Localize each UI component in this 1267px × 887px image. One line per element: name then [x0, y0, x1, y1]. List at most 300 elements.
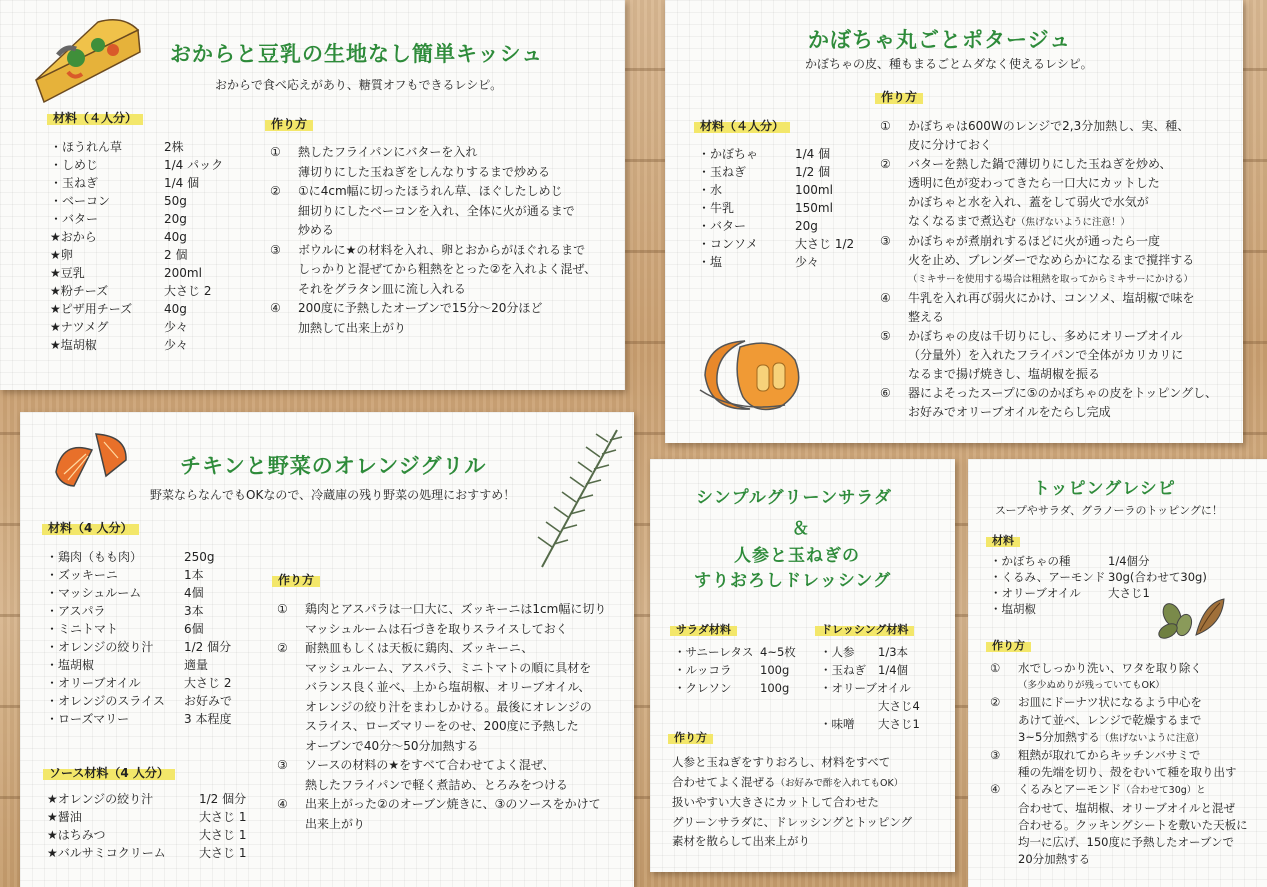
step-line-text: 器によそったスープに⑤のかぼちゃの皮をトッピングし、: [908, 386, 1217, 400]
step-line-text: 粗熱が取れてからキッチンバサミで: [1018, 748, 1201, 763]
step-number: ②: [880, 157, 891, 171]
step-line: [305, 659, 627, 679]
salad-title-line3: 人参と玉ねぎの: [734, 546, 860, 566]
step-note: （多少ぬめりが残っていてもOK）: [1018, 680, 1165, 692]
ingredient-amount: 20g: [164, 212, 187, 226]
chicken-method-label: 作り方: [272, 571, 320, 588]
step-note: （焦げないように注意）: [1099, 732, 1205, 744]
step-line: [1018, 694, 1265, 711]
ingredient-name: ・玉ねぎ: [820, 663, 866, 677]
step-line-text: 細切りにしたベーコンを入れ、全体に火が通るまで: [298, 203, 575, 218]
ingredient-row: [46, 602, 232, 620]
ingredient-name: ★粉チーズ: [50, 284, 109, 298]
step-line: [908, 403, 1240, 422]
step-line: [298, 260, 620, 280]
step-number: ③: [880, 234, 891, 248]
step-line: [1018, 800, 1265, 817]
step-line: [908, 308, 1240, 327]
ingredient-row: [698, 163, 854, 181]
step-line: [298, 202, 620, 222]
step-line: [298, 299, 620, 319]
step-line-text: オレンジの絞り汁をまわしかける。最後にオレンジの: [305, 699, 592, 714]
ingredient-row: [47, 844, 246, 862]
step: [990, 747, 1265, 781]
rosemary-icon: [532, 422, 627, 572]
quiche-steps: [270, 143, 620, 338]
ingredient-name: ・くるみ、アーモンド: [990, 570, 1106, 584]
step-number: ②: [990, 695, 1001, 710]
step-line: [908, 136, 1240, 155]
step-line: [908, 155, 1240, 174]
ingredient-amount: 250g: [184, 550, 215, 564]
step-line-text: オーブンで40分～50分加熱する: [305, 738, 479, 753]
step-text: [1018, 660, 1265, 694]
step-line-text: かぼちゃは600Wのレンジで2,3分加熱し、実、種、: [908, 119, 1190, 133]
ingredient-row: [46, 692, 232, 710]
step-line-text: ボウルに★の材料を入れ、卵とおからがほぐれるまで: [298, 242, 586, 257]
ingredient-name: ・サニーレタス: [674, 645, 754, 659]
ingredient-name: ・ほうれん草: [50, 140, 123, 154]
ingredient-amount: 2 個: [164, 248, 188, 262]
ingredient-amount: 40g: [164, 302, 187, 316]
ingredient-name: ★オレンジの絞り汁: [47, 792, 154, 806]
ingredient-name: ・バター: [698, 219, 747, 233]
step-number: ④: [880, 291, 891, 305]
ingredient-name: ・かぼちゃの種: [990, 554, 1071, 568]
step-line: [908, 232, 1240, 251]
step-text: [305, 600, 627, 639]
topping-ingredients-label: 材料: [986, 532, 1020, 548]
step-line-text: 種の先端を切り、殻をむいて種を取り出す: [1018, 765, 1237, 780]
step-line-text: それをグラタン皿に流し入れる: [298, 281, 466, 296]
step-number: ⑤: [880, 329, 891, 343]
step-line: [305, 678, 627, 698]
ingredient-name: ・鶏肉（もも肉）: [46, 550, 143, 564]
step-text: [908, 155, 1240, 232]
ingredient-amount: 少々: [164, 320, 189, 334]
step-line: [908, 346, 1240, 365]
step-line: [908, 212, 1240, 232]
salad-card: [650, 459, 955, 872]
ingredient-row: [46, 548, 232, 566]
ingredient-name: ・牛乳: [698, 201, 735, 215]
step-line: [908, 289, 1240, 308]
quiche-title: おからと豆乳の生地なし簡単キッシュ: [170, 42, 544, 66]
step-line-text: 皮に分けておく: [908, 138, 993, 152]
ingredient-amount: 大さじ 2: [184, 676, 232, 690]
ingredient-amount: 1本: [184, 568, 204, 582]
step-line-text: しっかりと混ぜてから粗熱をとった②を入れよく混ぜ、: [298, 262, 597, 276]
step-line-text: ①に4cm幅に切ったほうれん草、ほぐしたしめじ: [298, 184, 563, 198]
salad-method-line: 合わせてよく混ぜる（お好みで酢を入れてもOK）: [672, 774, 904, 789]
ingredient-row: [990, 569, 1207, 585]
step-line: [908, 365, 1240, 384]
pumpkin-slice-icon: [695, 335, 810, 415]
ingredient-name: ・オリーブオイル: [46, 676, 141, 690]
salad-title-line2: ＆: [792, 519, 810, 539]
quiche-ingredient-list: [50, 138, 223, 354]
step: [277, 639, 627, 756]
ingredient-row: [698, 235, 854, 253]
step-line-text: 200度に予熱したオーブンで15分～20分ほど: [298, 301, 543, 315]
step-line: [298, 221, 620, 241]
step-line: [1018, 660, 1265, 677]
ingredient-row: [820, 643, 920, 661]
ingredient-row: [698, 217, 854, 235]
chicken-sauce-label: ソース材料（4 人分）: [43, 764, 175, 781]
step-line-text: かぼちゃが煮崩れするほどに火が通ったら一度: [908, 234, 1161, 248]
step-line-text: 熱したフライパンで軽く煮詰め、とろみをつける: [305, 777, 568, 792]
step: [880, 289, 1240, 327]
ingredient-name: ・玉ねぎ: [50, 176, 99, 190]
ingredient-name: ・クレソン: [674, 681, 732, 695]
step: [990, 781, 1265, 868]
quiche-ingredients-label: 材料（４人分）: [47, 109, 143, 126]
step-line: [1018, 834, 1265, 851]
ingredient-amount: 大さじ 1: [199, 846, 247, 860]
ingredient-row: [50, 192, 223, 210]
ingredient-amount: 50g: [164, 194, 187, 208]
ingredient-row: [674, 661, 796, 679]
ingredient-name: ・人参: [820, 645, 855, 659]
ingredient-row: [50, 246, 223, 264]
step: [880, 232, 1240, 289]
ingredient-name: ・ベーコン: [50, 194, 111, 208]
topping-subtitle: スープやサラダ、グラノーラのトッピングに！: [995, 504, 1223, 517]
step-line-text: 出来上がった②のオーブン焼きに、③のソースをかけて: [305, 797, 601, 811]
step-text: [305, 756, 627, 795]
step-line: [1018, 712, 1265, 729]
step-text: [298, 241, 620, 300]
step-text: [305, 795, 627, 834]
ingredient-name: ・しめじ: [50, 158, 99, 172]
chicken-ingredient-list: [46, 548, 232, 728]
step-text: [298, 299, 620, 338]
step-text: [1018, 781, 1265, 868]
potage-method-label: 作り方: [875, 88, 923, 105]
potage-subtitle: かぼちゃの皮、種もまるごとムダなく使えるレシピ。: [805, 57, 1093, 71]
step-line-text: 熱したフライパンにバターを入れ: [298, 145, 478, 159]
ingredient-amount: 1/2 個分: [199, 792, 247, 806]
step-line: [305, 815, 627, 835]
ingredient-amount: 200ml: [164, 266, 202, 280]
ingredient-row: [50, 336, 223, 354]
dressing-ingredient-list: [820, 643, 920, 733]
step-line-text: お好みでオリーブオイルをたらし完成: [908, 405, 1111, 419]
step-line-text: 合わせる。クッキングシートを敷いた天板に: [1018, 817, 1248, 832]
ingredient-name: ・マッシュルーム: [46, 586, 142, 600]
ingredient-row: [47, 826, 246, 844]
ingredient-name: ★ナツメグ: [50, 320, 109, 334]
dressing-ingredients-label: ドレッシング材料: [815, 621, 914, 637]
step-line-text: 出来上がり: [305, 816, 366, 831]
step-text: [908, 289, 1240, 327]
ingredient-amount: 1/4 個: [795, 147, 831, 161]
ingredient-name: ★ピザ用チーズ: [50, 302, 133, 316]
potage-title: かぼちゃ丸ごとポタージュ: [808, 28, 1072, 52]
ingredient-name: ・塩: [698, 255, 723, 269]
salad-method-line: グリーンサラダに、ドレッシングとトッピング: [672, 814, 913, 829]
step-line: [1018, 764, 1265, 781]
step-text: [298, 143, 620, 182]
ingredient-name: ・ミニトマト: [46, 622, 119, 636]
step-line: [305, 620, 627, 640]
chicken-subtitle: 野菜ならなんでもOKなので、冷蔵庫の残り野菜の処理におすすめ！: [150, 488, 516, 502]
step-line-text: バターを熱した鍋で薄切りにした玉ねぎを炒め、: [908, 157, 1172, 171]
step-line-text: 20分加熱する: [1018, 852, 1091, 867]
ingredient-amount: 大さじ1: [1108, 586, 1150, 600]
step: [270, 241, 620, 300]
ingredient-row: [50, 138, 223, 156]
ingredient-amount: 大さじ 2: [164, 284, 212, 298]
ingredient-name: ・オレンジのスライス: [46, 694, 165, 708]
ingredient-amount: お好みで: [184, 694, 233, 708]
step-note: （ミキサーを使用する場合は粗熱を取ってからミキサーにかける）: [908, 274, 1194, 285]
ingredient-amount: 30g(合わせて30g): [1108, 570, 1207, 584]
ingredient-row: [820, 715, 920, 733]
ingredient-name: ★おから: [50, 230, 97, 244]
step-line-text: バランス良く並べ、上から塩胡椒、オリーブオイル、: [305, 680, 591, 694]
step-line-text: 耐熱皿もしくは天板に鶏肉、ズッキーニ、: [305, 641, 534, 655]
ingredient-name: ★豆乳: [50, 266, 85, 280]
ingredient-row: [46, 674, 232, 692]
ingredient-name: ・アスパラ: [46, 604, 106, 618]
ingredient-row: [820, 661, 920, 679]
step-text: [908, 384, 1240, 422]
ingredient-name: ・ローズマリー: [46, 712, 130, 726]
step-text: [1018, 747, 1265, 781]
ingredient-row: [50, 174, 223, 192]
step-number: ③: [270, 242, 281, 257]
topping-method-label: 作り方: [986, 637, 1031, 653]
ingredient-name: ★卵: [50, 248, 73, 262]
quiche-method-label: 作り方: [265, 115, 313, 132]
salad-method-note: （お好みで酢を入れてもOK）: [775, 777, 904, 789]
step: [270, 143, 620, 182]
step: [990, 660, 1265, 694]
ingredient-amount: 適量: [184, 658, 209, 672]
step-line: [908, 193, 1240, 212]
step-line-text: マッシュルーム、アスパラ、ミニトマトの順に具材を: [305, 660, 592, 675]
step-text: [908, 232, 1240, 289]
potage-ingredients-label: 材料（４人分）: [694, 117, 790, 134]
step-line: [305, 600, 627, 620]
ingredient-amount: 1/4個分: [1108, 554, 1150, 568]
step-line: [298, 319, 620, 339]
ingredient-amount: 3 本程度: [184, 712, 232, 726]
step-line: [908, 327, 1240, 346]
salad-method: [672, 753, 912, 852]
step-line: [1018, 729, 1265, 747]
ingredient-amount: 100g: [760, 663, 790, 677]
step-line-text: 炒める: [298, 223, 335, 237]
seeds-nuts-icon: [1156, 595, 1228, 645]
ingredient-amount: 150ml: [795, 201, 833, 215]
step: [270, 182, 620, 241]
step-line-text: 加熱して出来上がり: [298, 320, 407, 335]
topping-title: トッピングレシピ: [1033, 479, 1176, 499]
step-text: [305, 639, 627, 756]
step-number: ①: [277, 602, 288, 616]
step-line: [908, 174, 1240, 193]
ingredient-name: ・コンソメ: [698, 237, 758, 251]
ingredient-amount: 1/3本: [878, 645, 909, 659]
step-line-text: 透明に色が変わってきたら一口大にカットした: [908, 176, 1160, 190]
potage-ingredient-list: [698, 145, 854, 271]
salad-title-line4: すりおろしドレッシング: [694, 571, 892, 591]
step-line: [908, 251, 1240, 270]
ingredient-amount: 大さじ 1/2: [795, 237, 855, 251]
ingredient-name: ・かぼちゃ: [698, 147, 759, 161]
ingredient-row: [50, 228, 223, 246]
ingredient-row: [46, 566, 232, 584]
step-line-text: ソースの材料の★をすべて合わせてよく混ぜ、: [305, 758, 555, 772]
ingredient-row: [698, 253, 854, 271]
step-line-text: 薄切りにした玉ねぎをしんなりするまで炒める: [298, 164, 551, 179]
step-line: [1018, 747, 1265, 764]
step: [990, 694, 1265, 747]
step-line: [305, 698, 627, 718]
ingredient-amount: 1/4個: [878, 663, 909, 677]
ingredient-row: [47, 808, 246, 826]
ingredient-row: [50, 156, 223, 174]
step-number: ①: [990, 661, 1001, 675]
ingredient-name: ★はちみつ: [47, 828, 106, 842]
ingredient-amount: 大さじ 1: [199, 810, 247, 824]
ingredient-row: [46, 620, 232, 638]
step-number: ③: [277, 758, 288, 772]
salad-method-line: 素材を散らして出来上がり: [672, 834, 810, 848]
step: [277, 795, 627, 834]
step-note: （合わせて30g）と: [1121, 785, 1206, 797]
step-line: [908, 384, 1240, 403]
ingredient-row: [698, 181, 854, 199]
step-line: [305, 737, 627, 757]
step-line-text: なるまで揚げ焼きし、塩胡椒を振る: [908, 367, 1101, 381]
potage-steps: [880, 117, 1240, 422]
step-line-text: 均一に広げ、150度に予熱したオーブンで: [1018, 835, 1234, 850]
ingredient-amount: 大さじ1: [878, 717, 920, 731]
ingredient-amount: 大さじ 1: [199, 828, 247, 842]
ingredient-amount: 1/2 個分: [184, 640, 232, 654]
ingredient-name: ・オレンジの絞り汁: [46, 640, 154, 654]
ingredient-row: [50, 210, 223, 228]
chicken-steps: [277, 600, 627, 834]
step-text: [298, 182, 620, 241]
step-number: ④: [270, 301, 281, 315]
step-number: ③: [990, 748, 1001, 763]
topping-card: [968, 459, 1267, 887]
ingredient-amount: 少々: [164, 338, 189, 352]
chicken-ingredients-label: 材料（4 人分）: [42, 519, 139, 536]
step-line-text: 整える: [908, 310, 945, 324]
step: [277, 756, 627, 795]
ingredient-name: ★醤油: [47, 810, 82, 824]
step: [270, 299, 620, 338]
ingredient-amount: 100ml: [795, 183, 833, 197]
step-number: ①: [270, 145, 281, 159]
step-line: [305, 776, 627, 796]
ingredient-amount: 4~5枚: [760, 645, 796, 659]
ingredient-row: [50, 300, 223, 318]
step-line-text: お皿にドーナツ状になるよう中心を: [1018, 695, 1202, 710]
step-line-text: なくなるまで煮込む: [908, 214, 1017, 228]
salad-ingredient-list: [674, 643, 796, 697]
ingredient-row: [698, 145, 854, 163]
ingredient-name: ・バター: [50, 212, 99, 226]
step-line-text: くるみとアーモンド: [1018, 782, 1122, 797]
ingredient-row: [990, 553, 1207, 569]
step-line: [305, 717, 627, 737]
ingredient-amount: 4個: [184, 586, 204, 600]
step-number: ②: [277, 641, 288, 655]
ingredient-row: [50, 264, 223, 282]
ingredient-name: ・玉ねぎ: [698, 165, 747, 179]
step-line: [1018, 851, 1265, 868]
ingredient-amount: 大さじ4: [878, 699, 920, 713]
salad-method-line: 人参と玉ねぎをすりおろし、材料をすべて: [672, 755, 891, 769]
chicken-card: [20, 412, 634, 887]
step-line: [305, 795, 627, 815]
ingredient-row: [820, 697, 920, 715]
ingredient-amount: 100g: [760, 681, 790, 695]
ingredient-amount: 2株: [164, 140, 184, 154]
step-line-text: 水でしっかり洗い、ワタを取り除く: [1018, 661, 1202, 675]
ingredient-row: [47, 790, 246, 808]
step-text: [908, 327, 1240, 384]
ingredient-amount: 1/4 個: [164, 176, 200, 190]
ingredient-name: ★塩胡椒: [50, 338, 97, 352]
ingredient-name: ・味噌: [820, 717, 855, 731]
step-line-text: あけて並べ、レンジで乾燥するまで: [1018, 712, 1202, 727]
step-line: [1018, 817, 1265, 834]
ingredient-name: ・オリーブオイル: [990, 586, 1081, 600]
ingredient-amount: 20g: [795, 219, 818, 233]
ingredient-amount: 1/2 個: [795, 165, 831, 179]
step: [277, 600, 627, 639]
ingredient-name: ・塩胡椒: [990, 602, 1036, 616]
orange-slice-icon: [52, 430, 132, 490]
ingredient-row: [46, 584, 232, 602]
step-number: ⑥: [880, 386, 891, 400]
step-line: [298, 241, 620, 261]
step-line-text: 火を止め、ブレンダーでなめらかになるまで撹拌する: [908, 253, 1195, 267]
step: [880, 155, 1240, 232]
ingredient-row: [674, 643, 796, 661]
step-number: ①: [880, 119, 891, 133]
step-line-text: 3~5分加熱する: [1018, 729, 1100, 744]
topping-steps: [990, 660, 1265, 868]
ingredient-name: ・ズッキーニ: [46, 568, 118, 582]
ingredient-amount: 少々: [795, 255, 820, 269]
step-number: ④: [990, 782, 1001, 797]
step-line-text: （分量外）を入れたフライパンで全体がカリカリに: [908, 348, 1184, 362]
step: [880, 384, 1240, 422]
step: [880, 117, 1240, 155]
step-line: [298, 182, 620, 202]
ingredient-row: [698, 199, 854, 217]
quiche-card: [0, 0, 625, 390]
step-note: （焦げないように注意！）: [1016, 217, 1131, 228]
ingredient-amount: 40g: [164, 230, 187, 244]
ingredient-amount: 1/4 パック: [164, 158, 224, 172]
ingredient-name: ・水: [698, 183, 723, 197]
step-line: [305, 639, 627, 659]
chicken-title: チキンと野菜のオレンジグリル: [180, 454, 487, 478]
ingredient-row: [50, 282, 223, 300]
step-line-text: 合わせて、塩胡椒、オリーブオイルと混ぜ: [1018, 800, 1236, 815]
step-line-text: 牛乳を入れ再び弱火にかけ、コンソメ、塩胡椒で味を: [908, 291, 1195, 305]
